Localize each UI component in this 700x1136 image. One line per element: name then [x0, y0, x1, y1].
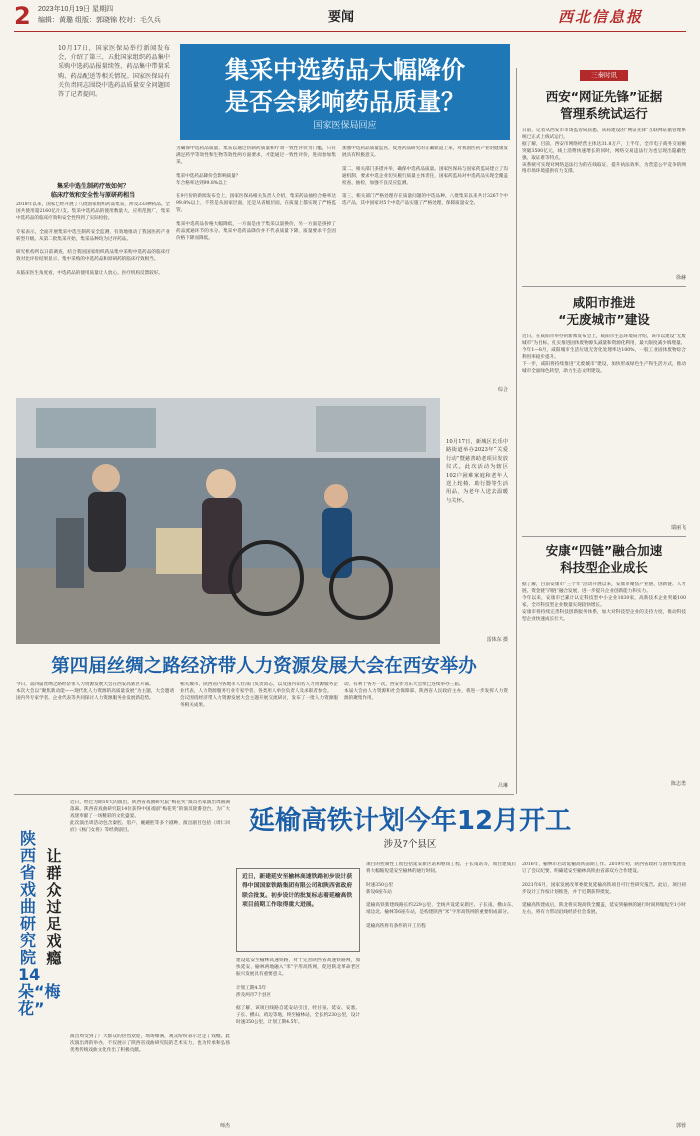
story2-reporter: 瑞丽飞: [670, 525, 686, 531]
opera-column-1: 近日，经过为期10天的演出，陕西省戏曲研究院“梅花奖”演员名家演出周圆满落幕。陕西省戏曲研究院14位获得中国戏剧“梅花奖”的演员轮番登台，为广大戏迷奉献了一场精彩的文化盛宴。 此次演出周活动包含秦腔、眉户、碗碗腔等多个剧种，演出剧目包括《周仁回府》《杨门女将》等经典剧目。: [70, 800, 230, 833]
editor-credits: 编辑：黄璐 组版：郭晓锦 校对：毛久兵: [38, 17, 161, 24]
page-number: 2: [14, 2, 31, 30]
rail-column-1: 建设延安至榆林高速铁路，对于完善陕西省高速铁路网，加快延安、榆林两地融入“米”字形高铁网，促进陕北革命老区振兴发展具有重要意义。 计划工期4.5年 涉及两市7个县区 据了解，该项目线路自延安站引出，经甘泉、延安、安塞、子长、横山、靖边等地，终至榆林站，全长约230公里，设计时速350公里，计划工期4.5年。: [236, 958, 360, 1026]
rail-column-3: 2016年，榆林市启动延榆高铁前期工作。2019年初，陕西省政府与国铁集团签订了会议纪要，明确延安至榆林高铁由省部双方合作建设。 2021年6月，国家发展改革委批复延榆高铁项目可行性研究报告。此后，项目初步设计工作按计划推进，并于近期获得批复。 延榆高铁建成后，陕北将实现高铁全覆盖，延安到榆林的通行时间将缩短至1小时左右，将有力带动沿线经济社会发展。: [522, 862, 686, 916]
story1-body: 日前，记者从西安市市场监管局获悉，该局建设的“网证先锋”互联网证据管理系统已正式上线试运行。 据了解，目前，西安市网络经营主体达31.8万户，上半年，全市电子商务交易额突破3500亿元，线上消费快速增长的同时，网络交易违法行为也呈现出隐蔽性强、取证难等特点。 该系统可实现对网络违法行为的在线取证，提升执法效率，为营造公平竞争的网络市场环境提供有力支撑。: [522, 128, 686, 175]
drug-headline-source: 国家医保局回应: [313, 120, 377, 130]
drug-headline-line1: 集采中选药品大幅降价: [225, 56, 465, 84]
drug-intro: 10月17日，国家医保局举行新闻发布会，介绍了第三、五批国家组织药品集中采购中选药品报量续签、药品集中带量采购、药品配送等相关情况。国家医保局有关负责同志围绕中选药品质量安全问题回答了记者提问。: [58, 45, 170, 99]
rail-reporter: 郭蓉: [675, 1123, 686, 1129]
story1-divider: [522, 286, 686, 287]
story3-title-line1: 安康“四链”融合加速: [545, 543, 663, 558]
story3-reporter: 陈志勇: [670, 781, 686, 787]
section-name: 要闻: [328, 10, 355, 25]
story2-body: 近日，在咸阳市举办的新闻发布会上，咸阳市生态环境局介绍，该市以建设“无废城市”为目标，扎实推进固体废物源头减量和资源化利用，最大限度减少填埋量。 今年1—8月，咸阳城市生活垃圾无害化处理率达100%，一般工业固体废物综合利用率稳步提升。 下一步，咸阳将持续推进“无废城市”建设，加快形成绿色生产和生活方式，推动城市全面绿色转型，助力生态文明建设。: [522, 334, 686, 374]
silk-column-1: 今日，第四届丝绸之路经济带人力资源发展大会在西安高新区开幕。 本次大会以“聚焦新动能——现代化人力资源的高质量发展”为主题，大会邀请国内外专家学者、企业代表等共同探讨人力资源服务业发展新趋势。: [16, 682, 174, 701]
silk-column-3: 动、有利于各方一次，西安作为东大会址已连续举办三届。 本届大会由人力资源和社会保障部、陕西省人民政府主办，将进一步发挥人力资源的聚集作用。: [344, 682, 508, 701]
story1-title-line2: 管理系统试运行: [560, 106, 648, 121]
issue-date: 2023年10月19日 星期四: [38, 6, 114, 13]
story1-reporter: 徐赫: [675, 275, 686, 281]
drug-headline-line2: 是否会影响药品质量？: [225, 88, 465, 116]
news-photo: [16, 398, 440, 644]
photo-caption: 10月17日，新城区长乐中路街道举办2023年“关爱行动”暨慈善助老项目发放仪式。此次活动为辖区102户困难家庭和老年人送上轮椅、助行器等生活用品，为老年人送去温暖与关怀。: [446, 439, 508, 504]
opera-subheadline: 让群众过足戏瘾: [46, 847, 62, 967]
section-divider: [14, 794, 514, 795]
drug-column-1: 2018年以来，国家已经开展了八批国家组织药品集采，涉及333种药品。全国共使用超2160亿片/支。集采中选药品的使用数量大，应用范围广，集采中选药品的临床疗效和安全性得到了实际检验。 专家表示，全面开展集采中选生制药安全监测，有效地推动了我国医药产业转型升级。从第二批集采开始，集采品种均为过评药品。 研究机构所以日前调查，结合我国国家组织药品集中采购中选药品的临床疗效对比评价结果显示，集中采购的中选药品和原研药的临床疗效相当。 从临床医生角度看，中选药品的使用质量让人放心。医疗机构反馈较好。: [16, 202, 170, 277]
drug-column-2: 为确保中选药品质量，集采以通过仿制药质量和疗效一致性评价为门槛，只有满足药学等效性和生物等效性两方面要求，才能通过一致性评价，进而参加集采。 集采中选药品降价会影响质量？ 年合格率达到99.8%以上 在9月份的新闻发布会上，国家医保局相关负责人介绍，集采药品抽检合格率达99.8%以上，不管是从国家层面，还是从省级层面，在质量上都实现了严格监管。 集采中选药品价格大幅降低，一方面是由于集采以量换价，另一方面是挤掉了药品流通环节的水分。集采中选药品降价并不代表质量下降，质量要求不会因价格下降而降低。: [176, 146, 336, 241]
story2-title-line2: “无废城市”建设: [558, 312, 650, 327]
photo-illustration: [16, 398, 440, 644]
silk-road-headline: 第四届丝绸之路经济带人力资源发展大会在西安举办: [51, 656, 477, 677]
opera-headline: 陕西省戏曲研究院14朵“梅花”: [18, 829, 61, 1018]
rail-headline: 延榆高铁计划今年12月开工: [248, 806, 572, 836]
silk-reporter: 吕琳: [497, 783, 508, 789]
rail-lead-box: 近日，新建延安至榆林高速铁路初步设计获得中国国家铁路集团有限公司和陕西省政府联合批复。初步设计的批复标志着延榆高铁项目前期工作取得重大进展。: [236, 868, 360, 952]
photo-credit: 雷体东 摄: [486, 637, 508, 643]
story2-title-line1: 咸阳市推进: [572, 295, 636, 310]
newspaper-masthead: 西北信息报: [558, 8, 644, 26]
story2-divider: [522, 536, 686, 537]
opera-reporter: 师杰: [219, 1123, 230, 1129]
story3-body: 据了解，目前安康市“三个年”活动开展以来，安康市聚焦产业链、创新链、人才链、资金链“四链”融合发展，进一步提升企业创新能力和实力。 今年以来，安康市已累计认定科技型中小企业1030家，高新技术企业突破100家，全市科技型企业数量实现较快增长。 安康市将持续完善科技创新服务体系，加大对科技型企业的支持力度，推动科技型企业快速成长壮大。: [522, 582, 686, 622]
rail-column-2: 项目的控制性工程包括延安新区站和枢纽工程、子长南站等，项目建成后将大幅缩短延安至榆林的通行时间。 时速350公里 新设6座车站 延榆高铁新建线路长约229公里，全线共设延安新区、子长南、横山东、靖边北、榆林等6座车站，是构建陕西“米”字形高铁网的重要组成部分。 延榆高铁将有条件的开工历程: [366, 862, 516, 930]
opera-column-2: 演出周受到了广大群众的热烈欢迎，场场爆满，观众纷纷表示过足了戏瘾。此次演出周的举办，不仅展示了陕西省戏曲研究院的艺术实力，也为传承和弘扬优秀传统戏曲文化作出了积极贡献。: [70, 1034, 230, 1053]
column-divider: [516, 68, 517, 794]
silk-column-2: 相关城市、陕西省内各地市人社部门负责同志，以及国内知名人力资源服务企业代表，人力资源服务行业专家学者，各类用人单位负责人及求职者参会。 会议围绕经济带人力资源发展大会主题开展交流研讨，发布了一批人力资源服务相关成果。: [180, 682, 338, 708]
drug-reporter: 综合: [497, 387, 508, 393]
drug-subhead-1: 集采中选生制药疗效如何？ 临床疗效和安全性与原研药相当: [50, 183, 135, 199]
news-brief-tag: 三秦时讯: [580, 70, 628, 81]
story1-title-line1: 西安“网证先锋”证据: [545, 89, 663, 104]
drug-column-3: 加强中选药品质量监管，促进药品研究的正确轨道上来，对我国医药产业的健康发展具有积极意义。 第二，相关部门多措并举，确保中选药品质量。国家医保局与国家药监局建立了沟通机制，要求中选企业切实履行质量主体责任，国家药监局对中选药品实现全覆盖检查、抽检，加强不良反应监测。 第三，相关部门严格处理存在质量问题的中选品种。八批集采以来共计3267个中选产品，其中国家对5个中选产品实施了严格处理，保障质量安全。: [342, 146, 508, 207]
rail-subheadline: 涉及7个县区: [383, 839, 437, 850]
story3-title-line2: 科技型企业成长: [560, 560, 648, 575]
